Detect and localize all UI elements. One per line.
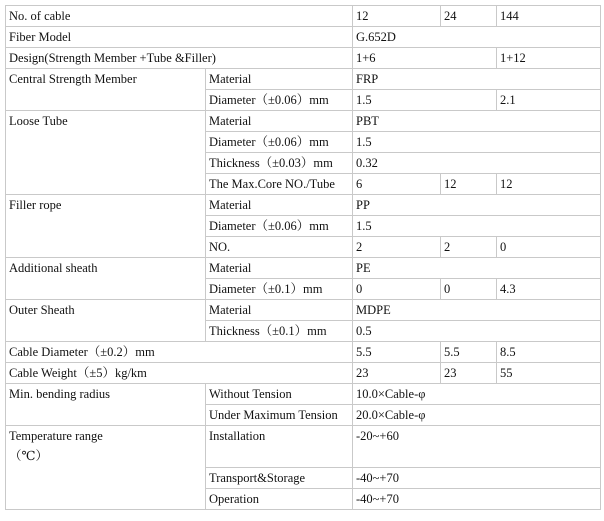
row-bending-without	[6, 384, 601, 405]
cell-value: PBT	[353, 111, 601, 132]
cell-value: 144	[497, 6, 601, 27]
sub-label: Diameter（±0.06）mm	[206, 132, 353, 153]
cell-value: 1.5	[353, 216, 601, 237]
sub-label: Material	[206, 300, 353, 321]
cell-value: G.652D	[353, 27, 601, 48]
cell-value: -40~+70	[353, 489, 601, 510]
cell-value: 1.5	[353, 132, 601, 153]
row-outer-sheath-material	[6, 300, 601, 321]
sub-label: Operation	[206, 489, 353, 510]
cell-value: 5.5	[353, 342, 441, 363]
row-fiber-model	[6, 27, 601, 48]
sub-label: Thickness（±0.03）mm	[206, 153, 353, 174]
row-no-of-cable	[6, 6, 601, 27]
sub-label: Diameter（±0.06）mm	[206, 90, 353, 111]
row-label: Fiber Model	[6, 27, 353, 48]
sub-label: NO.	[206, 237, 353, 258]
cell-value: PP	[353, 195, 601, 216]
cell-value: 10.0×Cable-φ	[353, 384, 601, 405]
group-label	[6, 426, 206, 510]
cell-value: -40~+70	[353, 468, 601, 489]
sub-label: Thickness（±0.1）mm	[206, 321, 353, 342]
cell-value: MDPE	[353, 300, 601, 321]
sub-label: The Max.Core NO./Tube	[206, 174, 353, 195]
cell-value: 0.5	[353, 321, 601, 342]
row-csm-material	[6, 69, 601, 90]
row-label: Design(Strength Member +Tube &Filler)	[6, 48, 353, 69]
sub-label: Diameter（±0.06）mm	[206, 216, 353, 237]
cell-value: 1.5	[353, 90, 497, 111]
row-temperature-installation	[6, 426, 601, 468]
cell-value: 4.3	[497, 279, 601, 300]
sub-label: Under Maximum Tension	[206, 405, 353, 426]
cell-value: 55	[497, 363, 601, 384]
cell-value: 0.32	[353, 153, 601, 174]
cell-value: PE	[353, 258, 601, 279]
cell-value: 0	[353, 279, 441, 300]
row-label: Cable Weight（±5）kg/km	[6, 363, 353, 384]
cell-value: 8.5	[497, 342, 601, 363]
cell-value: 12	[353, 6, 441, 27]
cell-value: FRP	[353, 69, 601, 90]
cell-value: 6	[353, 174, 441, 195]
sub-label: Material	[206, 195, 353, 216]
group-label: Min. bending radius	[6, 384, 206, 426]
row-loose-tube-material	[6, 111, 601, 132]
cell-value: 1+12	[497, 48, 601, 69]
cell-value: 0	[441, 279, 497, 300]
row-additional-sheath-material	[6, 258, 601, 279]
cell-value: 12	[497, 174, 601, 195]
cell-value: 0	[497, 237, 601, 258]
row-design	[6, 48, 601, 69]
group-label: Filler rope	[6, 195, 206, 258]
row-filler-material	[6, 195, 601, 216]
sub-label: Material	[206, 258, 353, 279]
temperature-label: Temperature range	[9, 429, 103, 443]
row-cable-diameter	[6, 342, 601, 363]
cell-value: 1+6	[353, 48, 497, 69]
temperature-unit: （℃）	[9, 449, 48, 463]
group-label: Outer Sheath	[6, 300, 206, 342]
cell-value: -20~+60	[353, 426, 601, 468]
group-label: Loose Tube	[6, 111, 206, 195]
sub-label: Installation	[206, 426, 353, 468]
cable-spec-table	[5, 5, 601, 510]
group-label: Additional sheath	[6, 258, 206, 300]
cell-value: 20.0×Cable-φ	[353, 405, 601, 426]
cell-value: 23	[441, 363, 497, 384]
cell-value: 2.1	[497, 90, 601, 111]
cell-value: 5.5	[441, 342, 497, 363]
cell-value: 2	[353, 237, 441, 258]
row-cable-weight	[6, 363, 601, 384]
sub-label: Transport&Storage	[206, 468, 353, 489]
cell-value: 24	[441, 6, 497, 27]
sub-label: Without Tension	[206, 384, 353, 405]
group-label: Central Strength Member	[6, 69, 206, 111]
cell-value: 23	[353, 363, 441, 384]
sub-label: Material	[206, 69, 353, 90]
row-label: No. of cable	[6, 6, 353, 27]
sub-label: Material	[206, 111, 353, 132]
cell-value: 12	[441, 174, 497, 195]
cell-value: 2	[441, 237, 497, 258]
row-label: Cable Diameter（±0.2）mm	[6, 342, 353, 363]
sub-label: Diameter（±0.1）mm	[206, 279, 353, 300]
